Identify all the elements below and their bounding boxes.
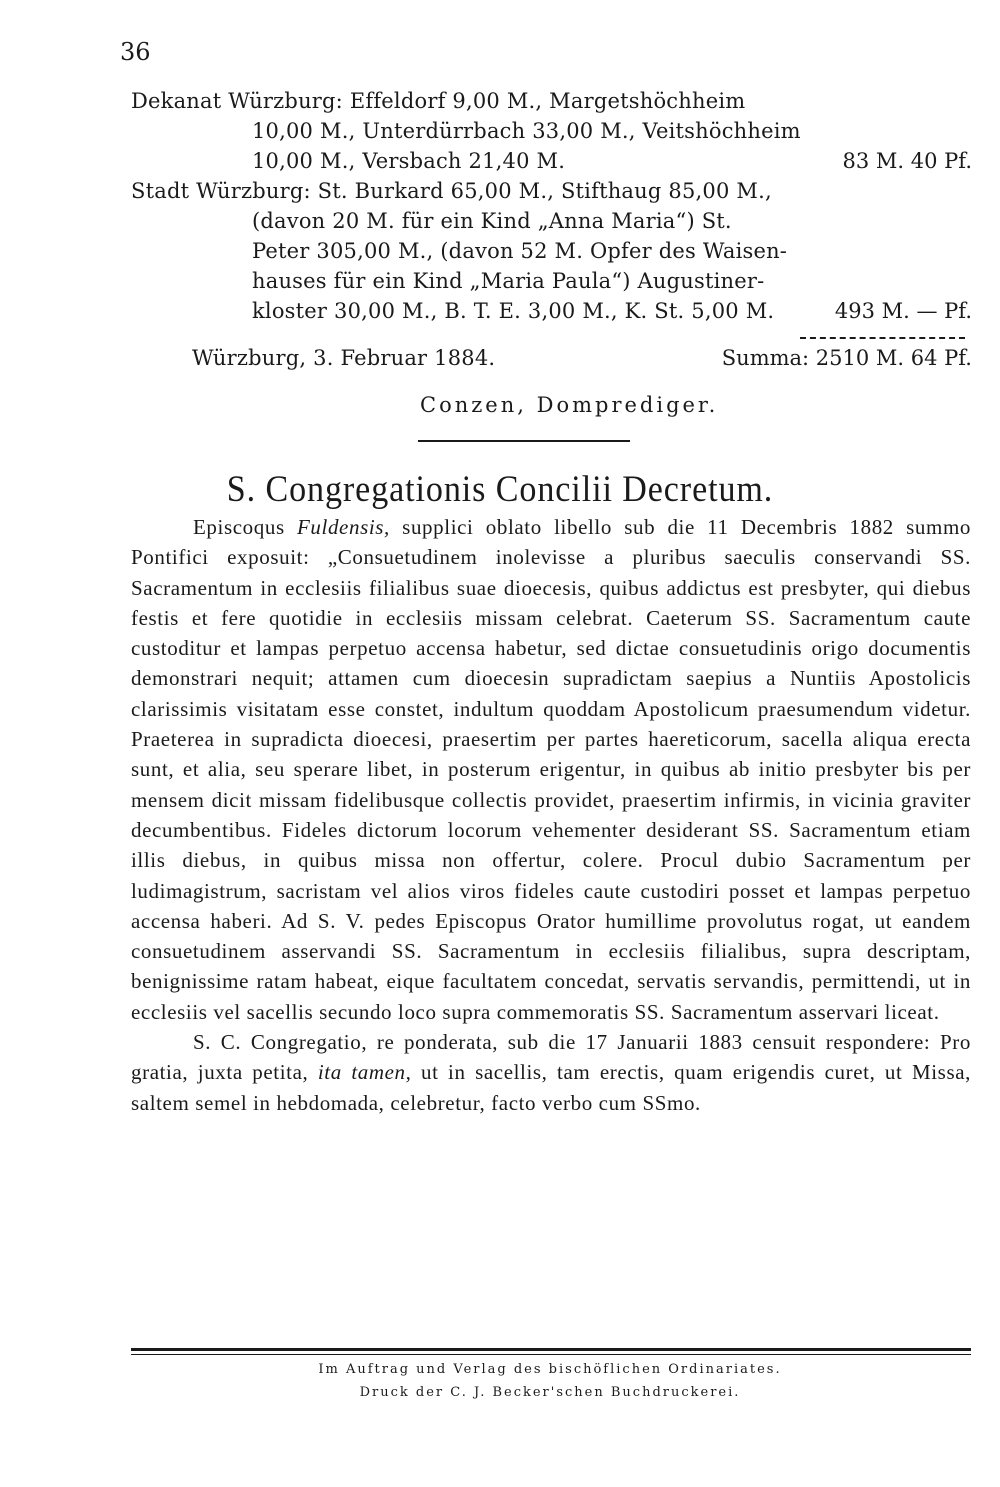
paragraph-1-italic: Fuldensis, bbox=[297, 515, 390, 539]
paragraph-2-italic: ita tamen, bbox=[317, 1060, 412, 1085]
section-divider bbox=[418, 440, 630, 442]
footer-publisher: Im Auftrag und Verlag des bischöflichen Ordinariates. bbox=[318, 1362, 782, 1377]
paragraph-1-text: supplici oblato libello sub die 11 Decembris 1882 summo Pontifici exposuit: „Consuetudinem inolevisse a pluribus saeculis conservandi SS. Sacramentum in ecclesiis filialibus suae dioecesis, quibus addictus est presbyter, qui diebus festis et fere quotidie in ecclesiis missam celebrat. Caeterum SS. Sacramentum caute custoditur et lampas perpetuo accensa habetur, sed dictae consuetudinis origo documentis demonstrari nequit; attamen cum dioecesin supradictam saepius a Nuntiis Apostolicis clarissimis visitatam esse constet, indultum quoddam Apostolicum praesumendum videtur. Praeterea in supradicta dioecesi, praesertim per partes haereticorum, sacella aliqua erecta sunt, et alia, seu sperare libet, in posterum erigentur, in quibus ab initio presbyter bis per mensem dicit missam fidelibusque collectis providet, praesertim infirmis, in vicinia graviter decumbentibus. Fideles dictorum locorum vehementer desiderant SS. Sacramentum etiam illis diebus, in quibus missa non offertur, colere. Procul dubio Sacramentum per ludimagistrum, sacristam vel alios viros fideles caute custodiri posset et lampas perpetuo accensa haberi. Ad S. V. pedes Episcopus Orator humillime provolutus rogat, ut eandem consuetudinem asservandi SS. Sacramentum in ecclesiis filialibus, supra descriptam, benignissime ratam habeat, eique facultatem concedat, servatis servandis, permittendi, ut in ecclesiis vel sacellis secundo loco supra commemoratis SS. Sacramentum asservari liceat. bbox=[131, 515, 971, 1024]
paragraph-2-lead: S. C. Congregatio, re ponderata, sub die 17 Januarii 1883 censuit respondere: Pro gratia, juxta petita, bbox=[131, 1030, 971, 1085]
footer-divider-thick bbox=[131, 1348, 971, 1351]
signature: Conzen, Domprediger. bbox=[420, 393, 719, 417]
donation-line: kloster 30,00 M., B. T. E. 3,00 M., K. St. 5,00 M. bbox=[252, 299, 775, 323]
donation-amount: 83 M. 40 Pf. bbox=[842, 149, 972, 173]
donation-line: Stadt Würzburg: St. Burkard 65,00 M., Stifthaug 85,00 M., bbox=[131, 179, 772, 203]
page-number: 36 bbox=[120, 38, 151, 66]
decree-heading: S. Congregationis Concilii Decretum. bbox=[226, 469, 774, 510]
donation-amount: 493 M. — Pf. bbox=[834, 299, 972, 323]
paragraph-1 bbox=[131, 512, 971, 1027]
donation-line: 10,00 M., Unterdürrbach 33,00 M., Veitshöchheim bbox=[252, 119, 801, 143]
sum-divider bbox=[800, 337, 965, 339]
paragraph-2 bbox=[131, 1027, 971, 1118]
summa-line: Summa: 2510 M. 64 Pf. bbox=[721, 346, 972, 370]
date-line: Würzburg, 3. Februar 1884. bbox=[192, 346, 496, 370]
paragraph-2-text: ut in sacellis, tam erectis, quam erigendis curet, ut Missa, saltem semel in hebdomada, celebretur, facto verbo cum SSmo. bbox=[131, 1060, 971, 1115]
donation-line: Dekanat Würzburg: Effeldorf 9,00 M., Margetshöchheim bbox=[131, 89, 746, 113]
donation-line: (davon 20 M. für ein Kind „Anna Maria“) St. bbox=[252, 209, 732, 233]
donation-line: 10,00 M., Versbach 21,40 M. bbox=[252, 149, 566, 173]
footer-divider-thin bbox=[131, 1354, 971, 1355]
donation-line: hauses für ein Kind „Maria Paula“) Augustiner- bbox=[252, 269, 765, 293]
donation-line: Peter 305,00 M., (davon 52 M. Opfer des Waisen- bbox=[252, 239, 788, 263]
footer-printer: Druck der C. J. Becker'schen Buchdruckerei. bbox=[359, 1385, 741, 1400]
decree-body bbox=[131, 512, 971, 1118]
paragraph-1-lead: Episcoqus bbox=[193, 515, 297, 539]
